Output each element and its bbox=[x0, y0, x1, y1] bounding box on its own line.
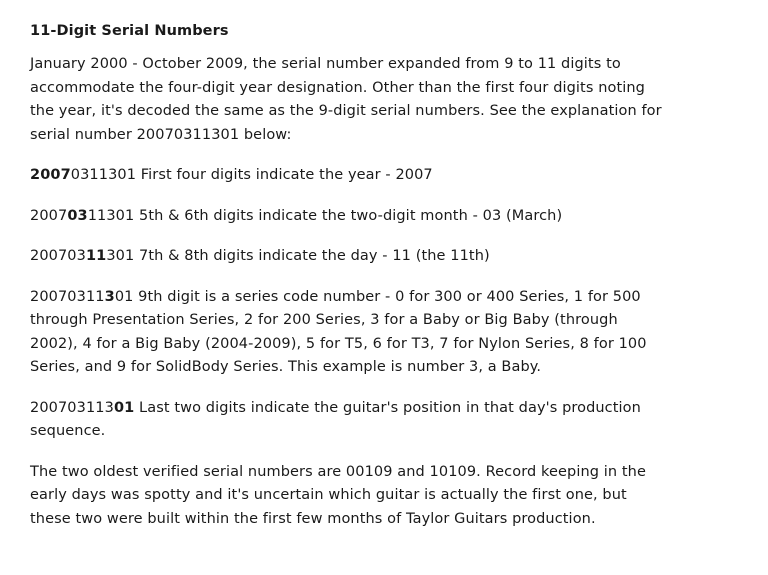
serial-description: Last two digits indicate the guitar's position in that day's production sequence. bbox=[30, 399, 641, 439]
serial-sequence-item bbox=[30, 397, 670, 444]
intro-paragraph: January 2000 - October 2009, the serial number expanded from 9 to 11 digits to accommodate the four-digit year designation. Other than the first four digits noting the year, it's decoded the same as the 9-digit serial numbers. See the explanation for serial number 20070311301 below: bbox=[30, 56, 662, 143]
serial-prefix: 200703113 bbox=[30, 399, 114, 416]
serial-highlight: 03 bbox=[67, 207, 88, 224]
serial-series-item bbox=[30, 286, 670, 380]
serial-highlight: 3 bbox=[104, 288, 115, 305]
serial-highlight: 11 bbox=[85, 248, 107, 264]
serial-prefix: 200703 bbox=[30, 248, 86, 264]
serial-suffix: 301 bbox=[106, 248, 135, 264]
serial-prefix: 20070311 bbox=[30, 288, 105, 305]
serial-highlight: 01 bbox=[113, 399, 135, 416]
section-heading: 11-Digit Serial Numbers bbox=[30, 23, 229, 39]
serial-description: 9th digit is a series code number - 0 for 300 or 400 Series, 1 for 500 through Presentation Series, 2 for 200 Series, 3 for a Baby or Big Baby (through 2002), 4 for a Big Baby (2004-2009), 5 for T5, 6 for T3, 7 for Nylon Series, 8 for 100 Series, and 9 for SolidBody Series. This example is number 3, a Baby. bbox=[30, 288, 647, 375]
serial-suffix: 11301 bbox=[87, 207, 135, 224]
serial-prefix: 2007 bbox=[30, 207, 68, 224]
serial-suffix: 0311301 bbox=[70, 167, 137, 183]
serial-month-item bbox=[30, 205, 670, 229]
serial-day-item bbox=[30, 245, 670, 269]
serial-description: 5th & 6th digits indicate the two-digit month - 03 (March) bbox=[134, 207, 563, 224]
serial-suffix: 01 bbox=[114, 288, 134, 305]
serial-description: First four digits indicate the year - 2007 bbox=[136, 167, 433, 183]
serial-year-item bbox=[30, 164, 670, 188]
serial-description: 7th & 8th digits indicate the day - 11 (the 11th) bbox=[134, 248, 490, 264]
serial-highlight: 2007 bbox=[30, 167, 71, 183]
closing-paragraph: The two oldest verified serial numbers are 00109 and 10109. Record keeping in the early days was spotty and it's uncertain which guitar is actually the first one, but these two were built within the first few months of Taylor Guitars production. bbox=[30, 463, 646, 527]
